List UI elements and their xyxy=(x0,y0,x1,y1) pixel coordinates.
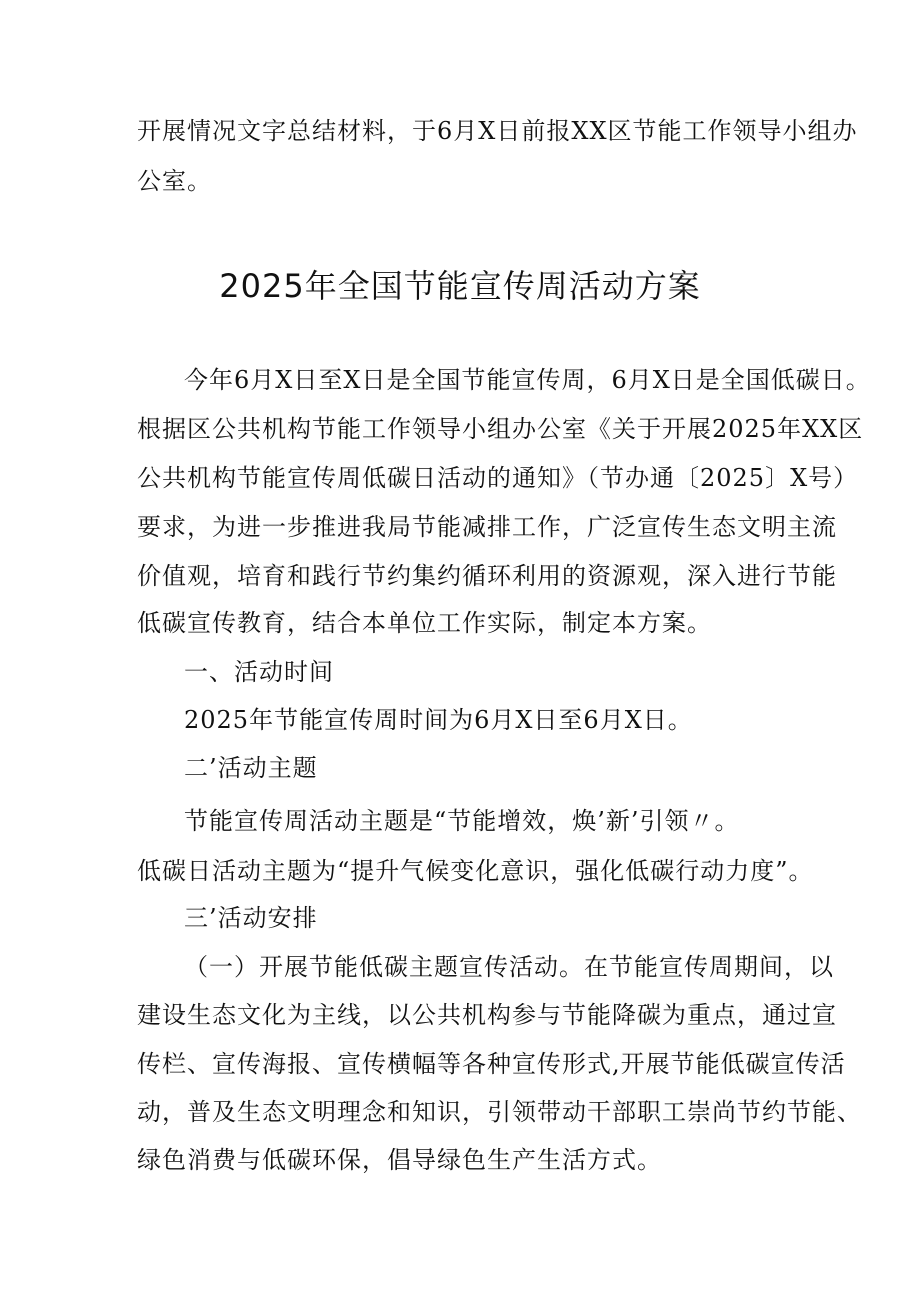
document-title: 2025年全国节能宣传周活动方案 xyxy=(219,267,701,305)
intro-line-4: 要求，为进一步推进我局节能减排工作，广泛宣传生态文明主流 xyxy=(137,513,837,541)
intro-line-1: 今年6月X日至X日是全国节能宣传周，6月X日是全国低碳日。 xyxy=(184,366,871,394)
section3-item1-line-5: 绿色消费与低碳环保，倡导绿色生产生活方式。 xyxy=(137,1146,662,1174)
section1-body: 2025年节能宣传周时间为6月X日至6月X日。 xyxy=(184,706,693,734)
intro-line-3: 公共机构节能宣传周低碳日活动的通知》（节办通〔2025〕X号） xyxy=(137,464,859,492)
intro-line-6: 低碳宣传教育，结合本单位工作实际，制定本方案。 xyxy=(137,609,712,637)
section2-body-2: 低碳日活动主题为“提升气候变化意识，强化低碳行动力度”。 xyxy=(137,857,814,885)
top-paragraph-line-1: 开展情况文字总结材料，于6月X日前报XX区节能工作领导小组办 xyxy=(137,117,858,145)
section3-item1-line-2: 建设生态文化为主线，以公共机构参与节能降碳为重点，通过宣 xyxy=(137,1001,837,1029)
section3-heading: 三’活动安排 xyxy=(184,904,318,932)
section3-item1-line-4: 动，普及生态文明理念和知识，引领带动干部职工崇尚节约节能、 xyxy=(137,1098,862,1126)
intro-line-2: 根据区公共机构节能工作领导小组办公室《关于开展2025年XX区 xyxy=(137,415,864,443)
section3-item1-line-1: （一）开展节能低碳主题宣传活动。在节能宣传周期间，以 xyxy=(184,953,834,981)
section1-heading: 一、活动时间 xyxy=(184,658,334,686)
section2-body-1: 节能宣传周活动主题是“节能增效，焕’新’引领〃。 xyxy=(184,807,740,835)
top-paragraph-line-2: 公室。 xyxy=(137,167,212,195)
section2-heading: 二’活动主题 xyxy=(184,754,318,782)
intro-line-5: 价值观，培育和践行节约集约循环利用的资源观，深入进行节能 xyxy=(137,562,837,590)
section3-item1-line-3: 传栏、宣传海报、宣传横幅等各种宣传形式,开展节能低碳宣传活 xyxy=(137,1050,846,1078)
